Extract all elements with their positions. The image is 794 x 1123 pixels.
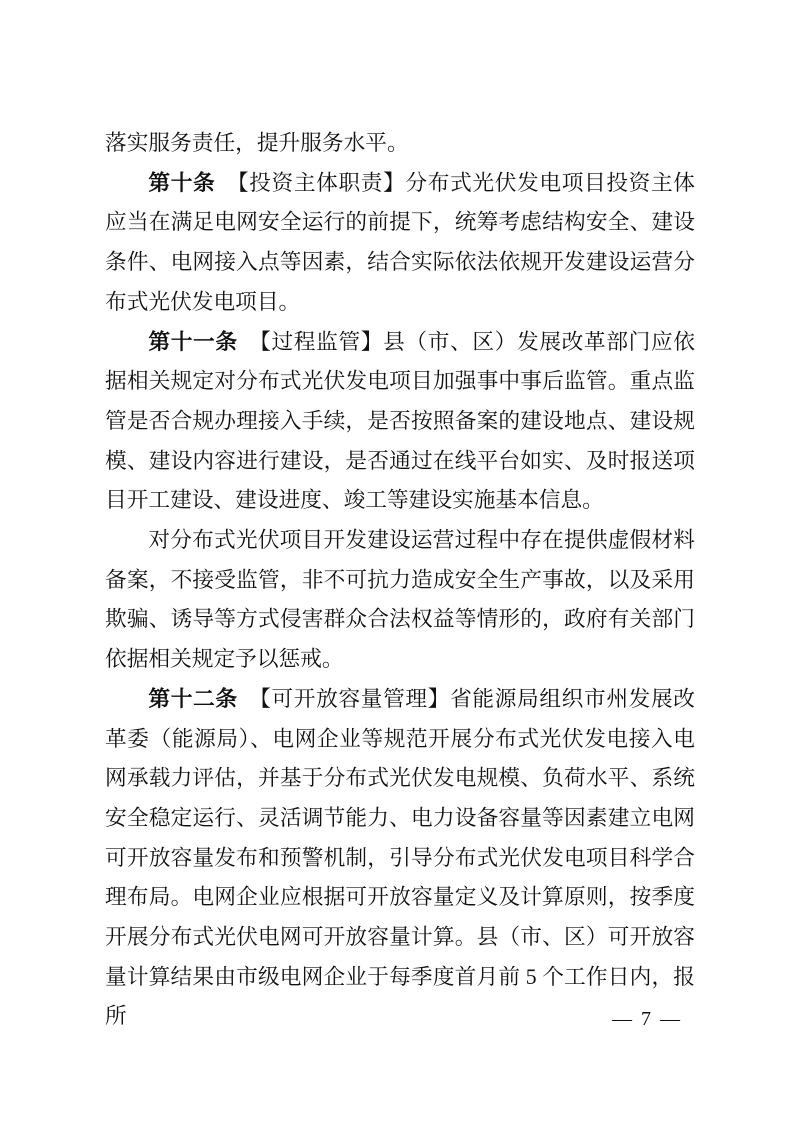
paragraph-text: 对分布式光伏项目开发建设运营过程中存在提供虚假材料备案，不接受监管，非不可抗力造成安全生产事故，以及采用欺骗、诱导等方式侵害群众合法权益等情形的，政府有关部门依据相关规定予以惩戒。: [105, 528, 695, 672]
paragraph-text: 【投资主体职责】分布式光伏发电项目投资主体应当在满足电网安全运行的前提下，统筹考虑结构安全、建设条件、电网接入点等因素，结合实际依法依规开发建设运营分布式光伏发电项目。: [105, 170, 695, 314]
paragraph-text: 【可开放容量管理】省能源局组织市州发展改革委（能源局）、电网企业等规范开展分布式光伏发电接入电网承载力评估，并基于分布式光伏发电规模、负荷水平、系统安全稳定运行、灵活调节能力、电力设备容量等因素建立电网可开放容量发布和预警机制，引导分布式光伏发电项目科学合理布局。电网企业应根据可开放容量定义及计算原则，按季度开展分布式光伏电网可开放容量计算。县（市、区）可开放容量计算结果由市级电网企业于每季度首月前 5 个工作日内，报所: [105, 686, 695, 1029]
paragraph-text: 【过程监管】县（市、区）发展改革部门应依据相关规定对分布式光伏发电项目加强事中事后监管。重点监管是否合规办理接入手续，是否按照备案的建设地点、建设规模、建设内容进行建设，是否通过在线平台如实、及时报送项目开工建设、建设进度、竣工等建设实施基本信息。: [105, 329, 695, 513]
paragraph: [105, 521, 695, 680]
paragraph: [105, 124, 695, 164]
paragraph: [105, 680, 695, 1037]
paragraph-text: 落实服务责任，提升服务水平。: [105, 131, 409, 155]
article-number: 第十条: [148, 170, 216, 195]
page-number: — 7 —: [612, 1008, 682, 1030]
article-number: 第十一条: [148, 329, 238, 354]
document-body: [105, 124, 695, 1037]
paragraph: [105, 164, 695, 323]
paragraph: [105, 323, 695, 522]
article-number: 第十二条: [148, 686, 238, 711]
